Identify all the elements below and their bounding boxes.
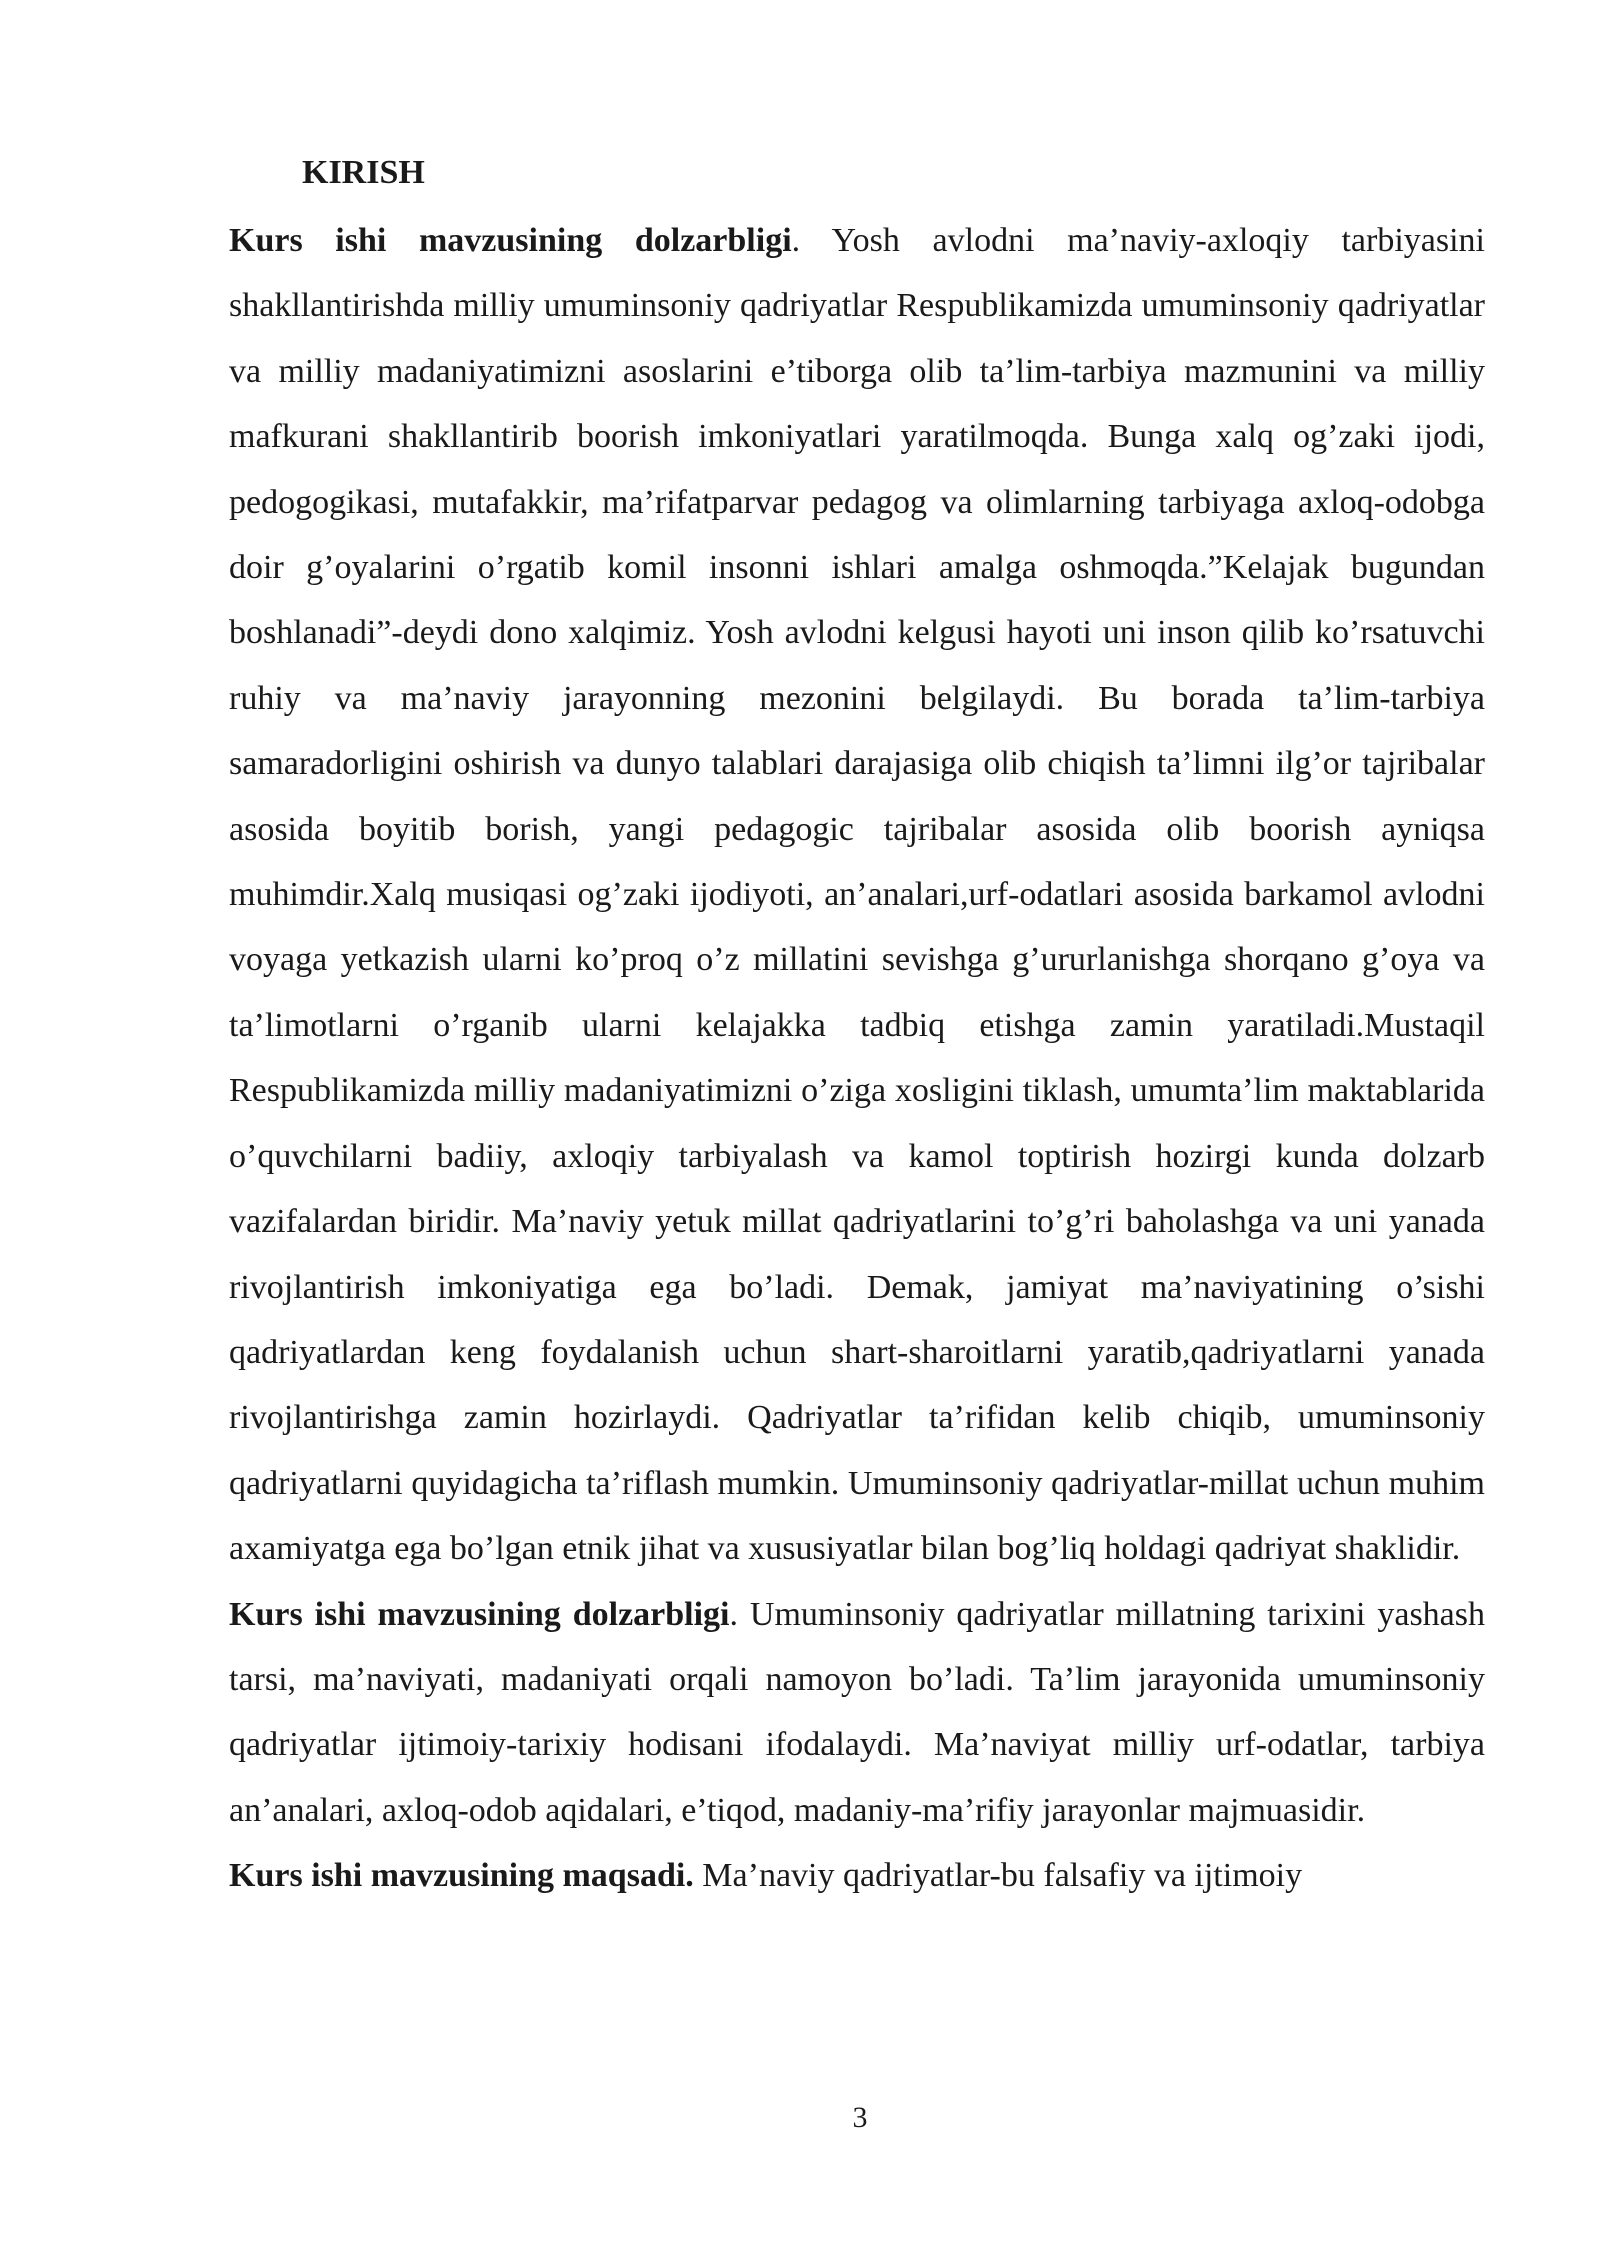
paragraph-relevance-2 [229,1582,1485,1844]
paragraph-body: Ma’naviy qadriyatlar-bu falsafiy va ijtimoiy [693,1857,1303,1895]
paragraph-body: . Umuminsoniy qadriyatlar millatning tarixini yashash tarsi, ma’naviyati, madaniyati orqali namoyon bo’ladi. Ta’lim jarayonida umuminsoniy qadriyatlar ijtimoiy-tarixiy hodisani ifodalaydi. Ma’naviyat milliy urf-odatlar, tarbiya an’analari, axloq-odob aqidalari, e’tiqod, madaniy-ma’rifiy jarayonlar majmuasidir. [229,1595,1485,1829]
body-text [229,208,1485,1909]
paragraph-goal [229,1843,1485,1908]
paragraph-lead: Kurs ishi mavzusining maqsadi. [229,1857,694,1895]
page-number: 3 [852,2101,868,2134]
paragraph-body: . Yosh avlodni ma’naviy-axloqiy tarbiyasini shakllantirishda milliy umuminsoniy qadriyatlar Respublikamizda umuminsoniy qadriyatlar va milliy madaniyatimizni asoslarini e’tiborga olib ta’lim-tarbiya mazmunini va milliy mafkurani shakllantirib boorish imkoniyatlari yaratilmoqda. Bunga xalq og’zaki ijodi, pedogogikasi, mutafakkir, ma’rifatparvar pedagog va olimlarning tarbiyaga axloq-odobga doir g’oyalarini o’rgatib komil insonni ishlari amalga oshmoqda.”Kelajak bugundan boshlanadi”-deydi dono xalqimiz. Yosh avlodni kelgusi hayoti uni inson qilib ko’rsatuvchi ruhiy va ma’naviy jarayonning mezonini belgilaydi. Bu borada ta’lim-tarbiya samaradorligini oshirish va dunyo talablari darajasiga olib chiqish ta’limni ilg’or tajribalar asosida boyitib borish, yangi pedagogic tajribalar asosida olib boorish ayniqsa muhimdir.Xalq musiqasi og’zaki ijodiyoti, an’analari,urf-odatlari asosida barkamol avlodni voyaga yetkazish ularni ko’proq o’z millatini sevishga g’ururlanishga shorqano g’oya va ta’limotlarni o’rganib ularni kelajakka tadbiq etishga zamin yaratiladi.Mustaqil Respublikamizda milliy madaniyatimizni o’ziga xosligini tiklash, umumta’lim maktablarida o’quvchilarni badiiy, axloqiy tarbiyalash va kamol toptirish hozirgi kunda dolzarb vazifalardan biridir. Ma’naviy yetuk millat qadriyatlarini to’g’ri baholashga va uni yanada rivojlantirish imkoniyatiga ega bo’ladi. Demak, jamiyat ma’naviyatining o’sishi qadriyatlardan keng foydalanish uchun shart-sharoitlarni yaratib,qadriyatlarni yanada rivojlantirishga zamin hozirlaydi. Qadriyatlar ta’rifidan kelib chiqib, umuminsoniy qadriyatlarni quyidagicha ta’riflash mumkin. Umuminsoniy qadriyatlar-millat uchun muhim axamiyatga ega bo’lgan etnik jihat va xususiyatlar bilan bog’liq holdagi qadriyat shaklidir. [229,222,1486,1568]
paragraph-relevance [229,208,1485,1582]
paragraph-lead: Kurs ishi mavzusining dolzarbligi [229,1595,730,1633]
section-heading: KIRISH [302,154,425,191]
paragraph-lead: Kurs ishi mavzusining dolzarbligi [229,222,792,259]
